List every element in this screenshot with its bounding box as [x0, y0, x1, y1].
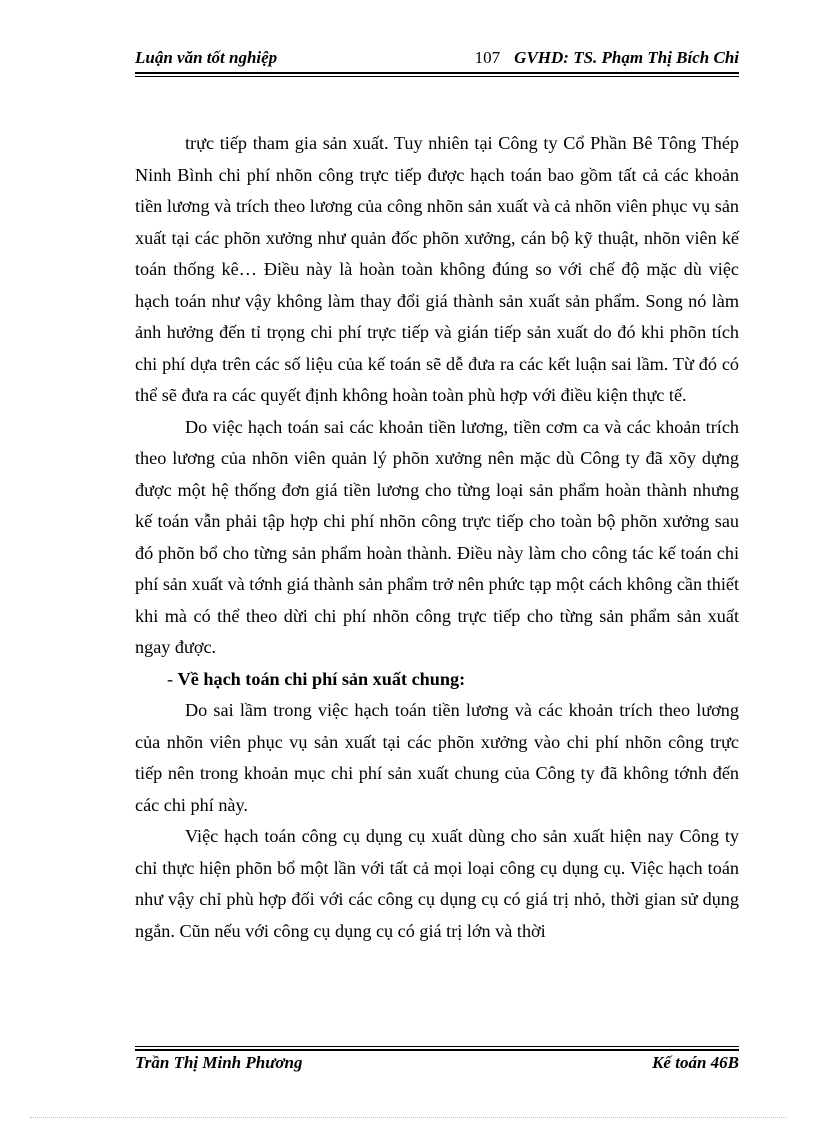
heading-dash: - [167, 668, 178, 689]
section-heading [135, 664, 739, 696]
paragraph-4: Việc hạch toán công cụ dụng cụ xuất dùng cho sản xuất hiện nay Công ty chỉ thực hiện phõn bổ một lần với tất cả mọi loại công cụ dụng cụ. Việc hạch toán như vậy chỉ phù hợp đối với các công cụ dụng cụ có giá trị nhỏ, thời gian sử dụng ngắn. Cũn nếu với công cụ dụng cụ có giá trị lớn và thời [135, 826, 739, 941]
author-name: Trần Thị Minh Phương [135, 1053, 303, 1072]
paragraph-1: trực tiếp tham gia sản xuất. Tuy nhiên tại Công ty Cổ Phần Bê Tông Thép Ninh Bình chi phí nhõn công trực tiếp được hạch toán bao gồm tất cả các khoản tiền lương và trích theo lương của công nhõn sản xuất và cả nhõn viên phục vụ sản xuất tại các phõn xưởng như quản đốc phõn xưởng, cán bộ kỹ thuật, nhõn viên kế toán thống kê… Điều này là hoàn toàn không đúng so với chế độ mặc dù việc hạch toán như vậy không làm thay đổi giá thành sản xuất sản phẩm. Song nó làm ảnh hưởng đến tỉ trọng chi phí trực tiếp và gián tiếp sản xuất do đó khi phõn tích chi phí dựa trên các số liệu của kế toán sẽ dễ đưa ra các kết luận sai lầm. Từ đó có thể sẽ đưa ra các quyết định không hoàn toàn phù hợp với điều kiện thực tế. [135, 133, 739, 405]
page-footer [135, 1053, 739, 1077]
supervisor-label: GVHD: TS. Phạm Thị Bích Chi [514, 48, 739, 67]
page-bottom-dotted-line [30, 1117, 786, 1118]
header-rule [135, 72, 739, 77]
heading-text: Về hạch toán chi phí sản xuất chung: [177, 668, 466, 689]
header-right [475, 48, 739, 68]
footer-rule [135, 1046, 739, 1051]
paragraph-3: Do sai lầm trong việc hạch toán tiền lương và các khoản trích theo lương của nhõn viên phục vụ sản xuất tại các phõn xưởng vào chi phí nhõn công trực tiếp nên trong khoản mục chi phí sản xuất chung của Công ty đã không tớnh đến các chi phí này. [135, 700, 739, 815]
thesis-label: Luận văn tốt nghiệp [135, 48, 278, 67]
page-header [135, 48, 739, 72]
body-text [135, 128, 739, 947]
page-number: 107 [474, 48, 501, 67]
paragraph-2: Do việc hạch toán sai các khoản tiền lương, tiền cơm ca và các khoản trích theo lương của nhõn viên quản lý phõn xưởng nên mặc dù Công ty đã xõy dựng được một hệ thống đơn giá tiền lương cho từng loại sản phẩm hoàn thành nhưng kế toán vẫn phải tập hợp chi phí nhõn công trực tiếp cho toàn bộ phõn xưởng sau đó phõn bổ cho từng sản phẩm hoàn thành. Điều này làm cho công tác kế toán chi phí sản xuất và tớnh giá thành sản phẩm trở nên phức tạp một cách không cần thiết khi mà có thể theo dừi chi phí nhõn công trực tiếp cho từng sản phẩm sản xuất ngay được. [135, 416, 739, 657]
class-label: Kế toán 46B [652, 1053, 739, 1072]
